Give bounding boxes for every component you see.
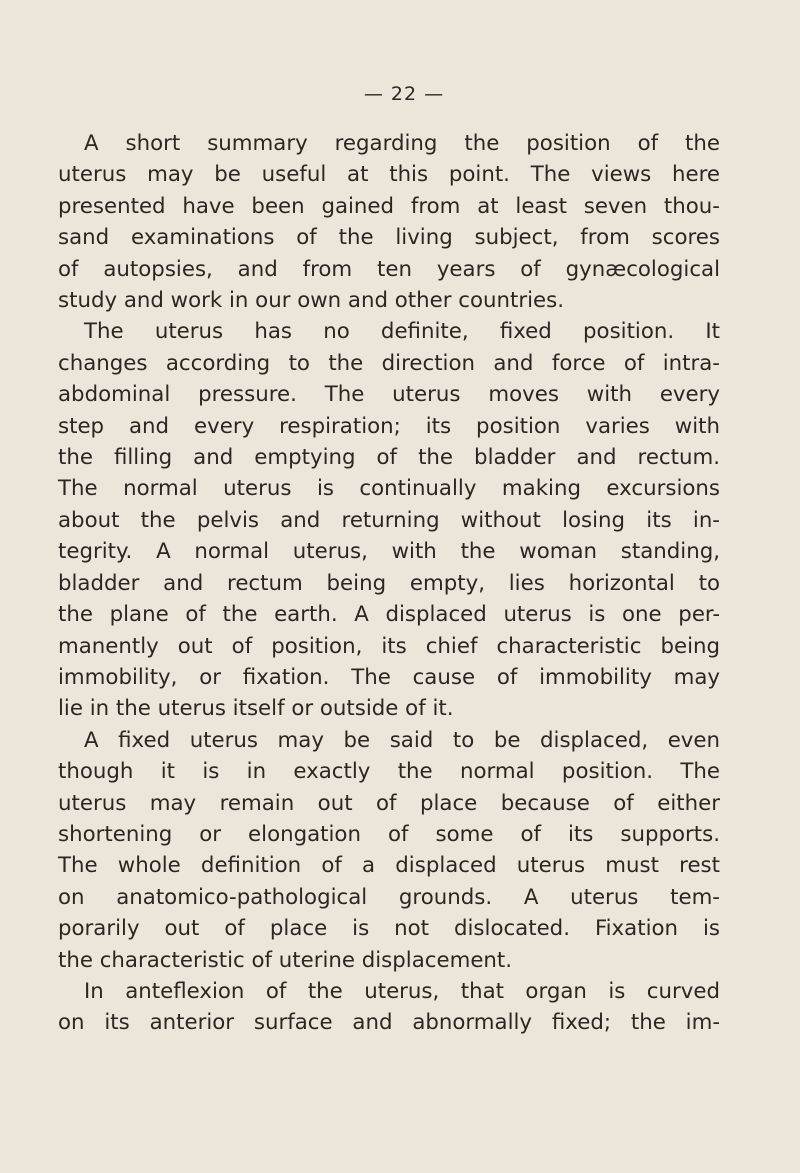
text-line: tegrity. A normal uterus, with the woman standing, (58, 539, 720, 565)
text-line: shortening or elongation of some of its supports. (58, 821, 720, 847)
text-line: bladder and rectum being empty, lies horizontal to (58, 570, 720, 596)
text-line: changes according to the direction and force of intra- (58, 350, 720, 376)
text-line: the plane of the earth. A displaced uterus is one per- (58, 602, 720, 628)
text-line: The whole definition of a displaced uterus must rest (58, 853, 720, 879)
text-line: lie in the uterus itself or outside of it. (58, 696, 454, 722)
body-text (58, 128, 720, 1039)
text-line: In anteflexion of the uterus, that organ is curved (84, 978, 720, 1004)
text-line: A short summary regarding the position of the (84, 131, 720, 156)
text-line: the filling and emptying of the bladder and rectum. (58, 445, 720, 471)
text-line: manently out of position, its chief characteristic being (58, 633, 720, 659)
text-line: uterus may be useful at this point. The views here (58, 162, 720, 188)
text-line: on its anterior surface and abnormally fixed; the im- (58, 1010, 720, 1036)
text-line: A fixed uterus may be said to be displaced, even (84, 727, 720, 753)
text-line: the characteristic of uterine displacement. (58, 947, 513, 973)
text-line: presented have been gained from at least seven thou- (58, 193, 720, 219)
text-line: step and every respiration; its position varies with (58, 413, 720, 439)
text-line: The normal uterus is continually making excursions (58, 476, 720, 502)
text-line: of autopsies, and from ten years of gynæcological (58, 256, 720, 282)
text-line: immobility, or fixation. The cause of immobility may (58, 664, 720, 690)
text-line: sand examinations of the living subject, from scores (58, 225, 720, 251)
text-line: abdominal pressure. The uterus moves with every (58, 382, 720, 408)
text-line: study and work in our own and other countries. (58, 288, 564, 314)
text-line: The uterus has no definite, fixed position. It (84, 319, 720, 345)
text-line: though it is in exactly the normal position. The (58, 759, 720, 785)
text-line: uterus may remain out of place because of either (58, 790, 720, 816)
text-line: about the pelvis and returning without losing its in- (58, 507, 720, 533)
text-line: on anatomico-pathological grounds. A uterus tem- (58, 884, 720, 910)
text-line: porarily out of place is not dislocated. Fixation is (58, 916, 720, 942)
page-number: — 22 — (363, 83, 445, 105)
